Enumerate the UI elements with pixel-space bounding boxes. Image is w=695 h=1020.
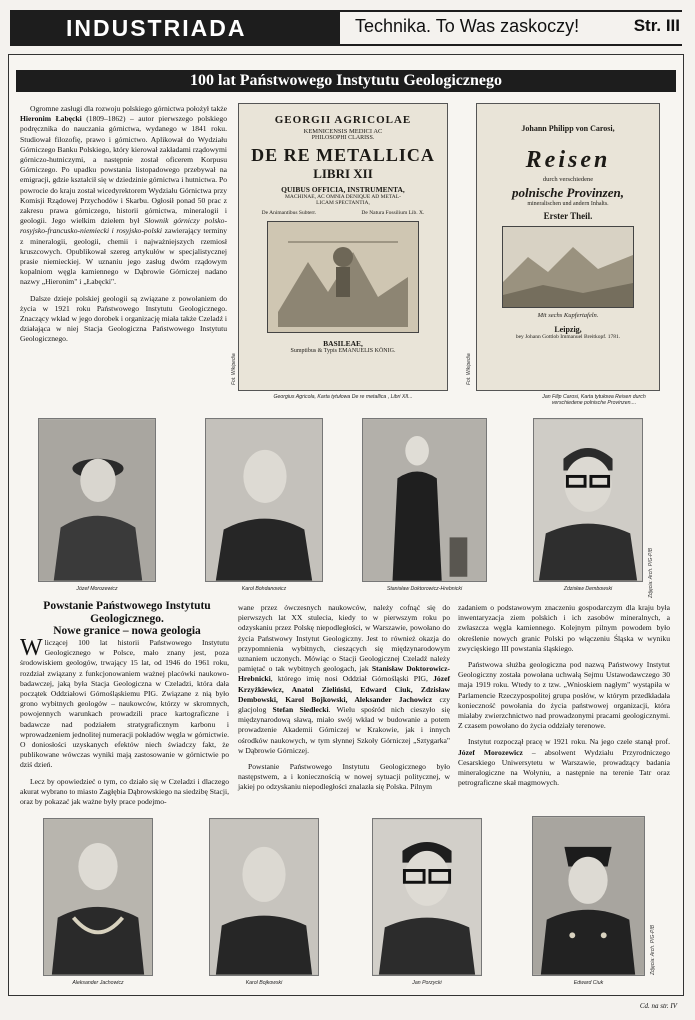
person-silhouette-icon [39, 419, 155, 581]
book-line: Mit sechs Kupfertafeln. [537, 312, 599, 319]
header-subtitle: Technika. To Was zaskoczy! [355, 16, 580, 36]
photo-credit-archive-2: Zdjęcia: Arch. PIG-PIB [650, 924, 656, 975]
drop-cap: W [20, 635, 43, 661]
intro-name-labecki: Hieronim Łabęcki [20, 114, 82, 124]
portrait-caption-dembowski: Zdzisław Dembowski [563, 586, 613, 592]
newspaper-brand: INDUSTRIADA [10, 10, 340, 46]
book-line: LICAM SPECTANTIA, [316, 200, 370, 206]
portrait-jachowicz [43, 818, 153, 976]
book-caption-carosi: Jan Filip Carosi, Karta tytułowa Reisen durch verschiedene polnische Provinzen.... [542, 394, 646, 406]
book-title-page-agricola [238, 103, 448, 391]
intro-text-a: Ogromne zasługi dla rozwoju polskiego górnictwa położył także [30, 104, 227, 113]
book-line: QUIBUS OFFICIA, INSTRUMENTA, [281, 185, 405, 194]
text-column-1 [20, 635, 229, 813]
page-header [10, 10, 682, 46]
portrait-dembowski [533, 418, 643, 582]
book-title-page-carosi [476, 103, 660, 391]
col3-paragraph-3 [458, 737, 670, 788]
portrait-caption-bojkowski: Karol Bojkowski [245, 980, 283, 986]
book-line: MACHINAE, AC OMNIA DENIQUE AD METAL- [285, 194, 401, 200]
person-silhouette-icon [210, 819, 318, 975]
col2-text-c: czy glacjolog [238, 694, 451, 715]
book-line: mineralischen und andern Inhalts. [527, 201, 609, 207]
intro-text-b: (1809–1862) – autor pierwszego polskiego podręcznika do nauczania górnictwa, wydanego w 1841 roku. Studiował filozofię, prawo i górnictwo. Aplikował do Wydziału Górniczego Banku Polskiego, który kierował zakładami rządowymi górniczo-hutniczymi, a następnie został oficerem Korpusu Górniczego. Po upadku powstania listopadowego przebywał na emigracji, gdzie kształcił się w dziedzinie górnictwa i hutnictwa. Po powrocie do kraju został wicedyrektorem Wydziału Górnictwa przy Komisji Rządowej Przychodów i Skarbu. Ogłosił ponad 50 prac z zakresu prawa górniczego, historii górnictwa, mineralogii i geologii. Jego wielkim dziełem był [20, 114, 228, 226]
section-heading-line-1: Powstanie Państwowego Instytutu Geologicznego. [43, 600, 211, 625]
article-title: 100 lat Państwowego Instytutu Geologicznego [16, 70, 676, 92]
intro-paragraph-2: Dalsze dzieje polskiej geologii są związane z powołaniem do życia w 1921 roku Państwowego Instytutu Geologicznego. Znaczący wkład w jego dorobek i organizację miała także Czeladź i działająca w niej Stacja Geologiczna Państwowego Instytutu Geologicznego. [20, 293, 227, 344]
section-heading-line-2: Nowe granice – nowa geologia [53, 625, 201, 637]
book-line: Sumptibus & Typis EMANUELIS KÖNIG. [290, 348, 396, 354]
portrait-caption-bohdanowicz: Karol Bohdanowicz [241, 586, 287, 592]
portrait-doktorowicz-hrebnicki [362, 418, 487, 582]
portrait-caption-jachowicz: Aleksander Jachowicz [72, 980, 124, 986]
col1-text: liczącej 100 lat historii Państwowego Instytutu Geologicznego w Polsce, mało znany jest, poza środowiskiem geologów, trwający 15 lat, od 1946 do 1961 roku, rozdział związany z funkcjonowaniem ważnej placówki naukowo-badawczej, jaką była Stacja Geologiczna w Czeladzi, która dała początek Oddziałowi Górnośląskiemu PIG. Związane z nią było grono wybitnych geologów – naukowców, którzy w skromnych, powojennych warunkach prowadzili prace kartograficzne i badawcze nad podziałem stratygraficznym karbonu i wprowadzeniem jednolitej numeracji pokładów węgla w górnictwie. O doniosłości uzyskanych efektów niech świadczy fakt, że publikowane wówczas wyniki mają zastosowanie w górnictwie po dziś dzień. [20, 638, 229, 770]
book-line: Leipzig, [554, 325, 582, 334]
portrait-caption-doktorowicz: Stanisław Doktorowicz-Hrebnicki [386, 586, 463, 592]
col3-text-b: – absolwent Wydziału Przyrodniczego Cesarskiego Uniwersytetu w Warszawie, prowadzący badania mineralogiczne na Wołyniu, a następnie na terenie Tatr oraz petrograficzne skał magmowych. [458, 747, 670, 788]
book-woodcut-illustration [267, 221, 419, 333]
col1-paragraph-1 [20, 635, 229, 771]
book-toc [239, 210, 447, 216]
page-number: Str. III [633, 16, 680, 35]
col2-paragraph-1 [238, 603, 450, 756]
col2-name-siedlecki: Stefan Siedlecki [272, 705, 329, 715]
portrait-morozewicz [38, 418, 156, 582]
book-line: Erster Theil. [543, 211, 593, 221]
book-line: Johann Philipp von Carosi, [521, 124, 615, 133]
portrait-ciuk [532, 816, 645, 976]
book-line: durch verschiedene [542, 176, 594, 183]
book-landscape-illustration [502, 226, 634, 308]
col2-paragraph-2: Powstanie Państwowego Instytutu Geologicznego było następstwem, a i koniecznością w nowej sytuacji politycznej, w jakiej po odzyskaniu niepodległości znalazła się Polska. Pilnym [238, 762, 450, 792]
book-line: De Natura Fossilium Lib. X. [361, 210, 425, 216]
col3-paragraph-1: zadaniem o podstawowym znaczeniu gospodarczym dla kraju była inwentaryzacja ziem polskich i ich zasobów mineralnych, a zwłaszcza węgla kamiennego. Kolejnym pilnym powodem było określenie nowych granic Polski po włączeniu Śląska w wyniku zwycięskiego III powstania śląskiego. [458, 603, 670, 653]
section-heading [22, 600, 232, 638]
col2-text-d: . Wielu spośród nich cieszyło się międzynarodową sławą, miało swój wkład w budowanie a potem prowadzenie Akademii Górniczej w Krakowie, jak i innych ośrodków naukowych, w tym słynnej Szkoły Górniczej „Sztygarka" w Dąbrowie Górniczej. [238, 705, 450, 755]
portrait-caption-ciuk: Edward Ciuk [573, 980, 604, 986]
intro-column [20, 104, 227, 351]
col3-text-a: Instytut rozpoczął pracę w 1921 roku. Na jego czele stanął prof. [468, 737, 670, 747]
photo-credit-wikipedia-1: Fot. Wikipedia [231, 353, 237, 385]
col3-name-morozewicz: Józef Morozewicz [458, 747, 523, 757]
portrait-caption-morozewicz: Józef Morozewicz [76, 586, 118, 592]
woodcut-figure-icon [268, 222, 418, 332]
intro-work-title: Słownik górniczy polsko-rosyjsko-francusko-niemiecki i rosyjsko-polski [20, 216, 227, 236]
intro-paragraph-1 [20, 104, 227, 288]
person-silhouette-icon [534, 419, 642, 581]
col2-text-a: wane przez ówczesnych naukowców, należy cofnąć się do pierwszych lat XX stulecia, kiedy to w pierwszym roku po odzyskaniu przez Polskę niepodległości, w Warszawie, powołano do życia Państwowy Instytut Geologiczny. Jest to również okazja do przypomnienia wybitnych, cieszących się międzynarodowym uznaniem uczonych. Mówiąc o Stacji Geologicznej Czeladź należy pamiętać o tak wybitnych geologach, jak [238, 603, 450, 674]
portrait-bojkowski [209, 818, 319, 976]
photo-credit-archive-1: Zdjęcia: Arch. PIG-PIB [648, 547, 654, 598]
book-line: Reisen [525, 147, 611, 173]
book-line: KEMNICENSIS MEDICI AC [303, 128, 383, 135]
person-silhouette-icon [363, 419, 486, 581]
text-column-3 [458, 603, 670, 794]
portrait-caption-porzycki: Jan Porzycki [412, 980, 442, 986]
continued-note: Cd. na str. IV [639, 1002, 677, 1010]
person-silhouette-icon [206, 419, 322, 581]
col2-text-b: , którego imię nosi Oddział Górnośląski PIG, [270, 674, 434, 684]
book-line: DE RE METALLICA [251, 145, 435, 165]
col2-names-geologists: Józef Krzyżkiewicz, Anatol Zieliński, Edward Ciuk, Zdzisław Dembowski, Karol Bojkowski, Aleksander Jachowicz [238, 674, 450, 704]
col1-paragraph-2: Lecz by opowiedzieć o tym, co działo się w Czeladzi i dlaczego akurat wybrano to miasto Zagłębia Dąbrowskiego na siedzibę Stacji, oraz by pokazać jak ważne były prace podejmo- [20, 776, 229, 807]
book-line: BASILEAE, [323, 339, 363, 348]
book-line: polnische Provinzen, [512, 185, 624, 200]
book-line: PHILOSOPHI CLARISS. [311, 135, 375, 141]
book-caption-agricola: Georgius Agricola, Karta tytułowa De re metallica , Libri XII... [273, 394, 413, 400]
person-silhouette-icon [373, 819, 481, 975]
book-line: LIBRI XII [313, 166, 373, 181]
book-line: De Animantibus Subterr. [261, 210, 317, 216]
book-line: bey Johann Gottlob Immanuel Breitkopf. 1781. [515, 334, 621, 340]
photo-credit-wikipedia-2: Fot. Wikipedia [466, 353, 472, 385]
book-line: GEORGII AGRICOLAE [274, 114, 412, 126]
landscape-engraving-icon [503, 227, 633, 307]
person-silhouette-icon [533, 817, 644, 975]
portrait-porzycki [372, 818, 482, 976]
portrait-bohdanowicz [205, 418, 323, 582]
col3-paragraph-2: Państwowa służba geologiczna pod nazwą Państwowy Instytut Geologiczny została powołana uchwałą Sejmu Ustawodawczego 30 maja 1919 roku. Wtedy to z tzw. „Wnioskiem nagłym" wystąpiła w Parlamencie Rzeczypospolitej grupa posłów, w którym przedkładała konieczność powołania do życia państwowej organizacji, która miałaby zwierzchnictwo nad prowadzonymi pracami geologicznymi. Z czasem powołano do życia oddziały terenowe. [458, 660, 670, 731]
col2-name-doktorowicz: Stanisław Doktorowicz-Hrebnicki [238, 664, 451, 684]
intro-text-c: zawierający terminy z mineralogii, geologii, chemii i najważniejszych rzemiosł kruszcowych. Opublikował szereg artykułów w specjalistycznej prasie niemieckiej. W uznaniu jego zasług dwóm rządowym kopalniom węgla kamiennego w Dąbrowie Górniczej nadano nazwy „Hieronim" i „Łabęcki". [20, 226, 227, 287]
person-silhouette-icon [44, 819, 152, 975]
text-column-2 [238, 603, 450, 799]
